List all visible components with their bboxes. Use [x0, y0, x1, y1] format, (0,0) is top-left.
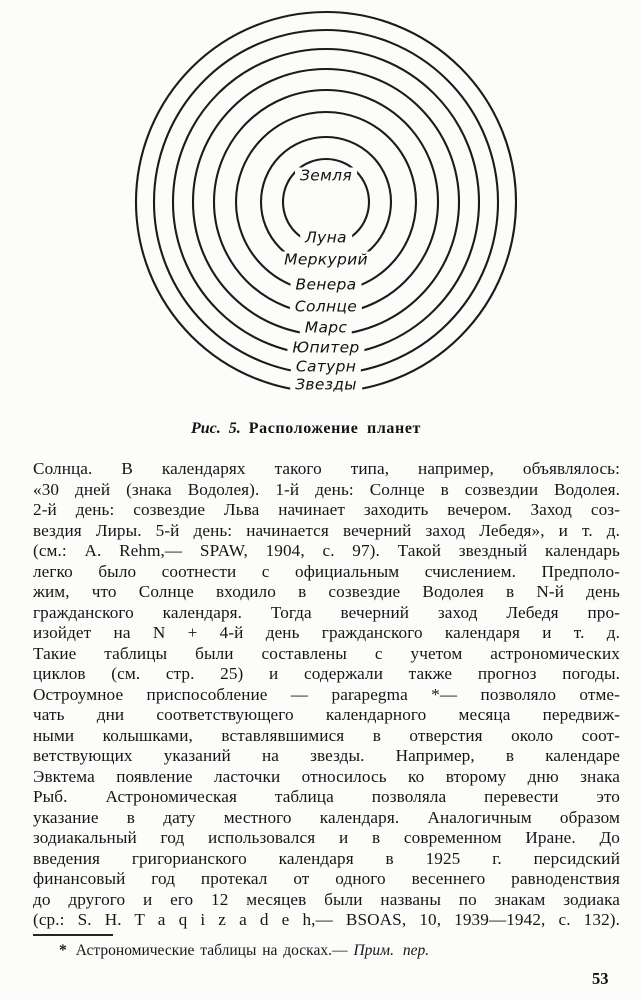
caption-title: Расположение планет — [248, 420, 422, 437]
text-line: вездия Лиры. 5-й день: начинается вечерний заход Лебедя», и т. д. — [33, 520, 620, 540]
ring-label: Меркурий — [279, 252, 373, 269]
text-line: ными колышками, вставлявшимися в отверстия около соот- — [33, 725, 620, 745]
footnote-note: Прим. пер. — [353, 942, 430, 959]
text-line: зодиакальный год использовался и в современном Иране. До — [33, 828, 620, 847]
footnote-rule — [33, 934, 113, 936]
ring-label: Юпитер — [287, 340, 364, 357]
text-line: до другого и его 12 месяцев были названы по знакам зодиака — [33, 889, 620, 909]
text-line: 2-й день: созвездие Льва начинает заходить вечером. Заход соз- — [33, 500, 620, 519]
text-line: Рыб. Астрономическая таблица позволяла перевести это — [33, 787, 620, 806]
orbit-circle — [193, 69, 459, 335]
caption-prefix: Рис. 5. — [190, 420, 241, 437]
earth-label: Земля — [295, 168, 357, 185]
text-line: чать дни соответствующего календарного месяца передвиж- — [33, 705, 620, 724]
text-line: введения григорианского календаря в 1925 г. персидский — [33, 848, 620, 868]
text-line: легко было соотнести с официальным счислением. Предполо- — [33, 561, 620, 581]
page-number: 53 — [592, 969, 609, 988]
text-line: (см.: A. Rehm,— SPAW, 1904, с. 97). Такой звездный календарь — [33, 541, 620, 560]
text-line: (ср.: S. H. T a q i z a d e h,— BSOAS, 10, 1939—1942, с. 132). — [33, 910, 620, 929]
text-line: указание в дату местного календаря. Аналогичным образом — [33, 807, 620, 827]
footnote — [33, 941, 598, 960]
ring-label: Луна — [300, 230, 352, 247]
footnote-text: Астрономические таблицы на досках.— — [75, 942, 348, 959]
text-line: циклов (см. стр. 25) и содержали также прогноз погоды. — [33, 664, 620, 683]
footnote-marker: * — [59, 942, 67, 959]
ring-label: Сатурн — [291, 359, 361, 376]
figure-caption — [0, 420, 612, 438]
text-line: изойдет на N + 4-й день гражданского календаря и т. д. — [33, 623, 620, 642]
text-line: гражданского календаря. Тогда вечерний заход Лебедя про- — [33, 602, 620, 622]
text-line: ветствующих указаний на звезды. Например, в календаре — [33, 746, 620, 765]
text-line: жим, что Солнце входило в созвездие Водолея в N-й день — [33, 582, 620, 601]
text-line: финансовый год протекал от одного весеннего равноденствия — [33, 869, 620, 888]
ring-label: Марс — [300, 320, 352, 337]
text-line: Эвктема появление ласточки относилось ко второму дню знака — [33, 766, 620, 786]
ring-label: Солнце — [290, 299, 362, 316]
ring-label: Венера — [291, 277, 362, 294]
orbit-circle — [261, 137, 391, 267]
text-line: Остроумное приспособление — parapegma *— позволяло отме- — [33, 684, 620, 704]
text-line: «30 дней (знака Водолея). 1-й день: Солнце в созвездии Водолея. — [33, 479, 620, 499]
orbit-diagram — [0, 0, 641, 420]
text-line: Солнца. В календарях такого типа, например, объявлялось: — [33, 459, 620, 478]
ring-label: Звезды — [290, 377, 362, 394]
text-line: Такие таблицы были составлены с учетом астрономических — [33, 643, 620, 663]
body-paragraph — [33, 459, 620, 931]
